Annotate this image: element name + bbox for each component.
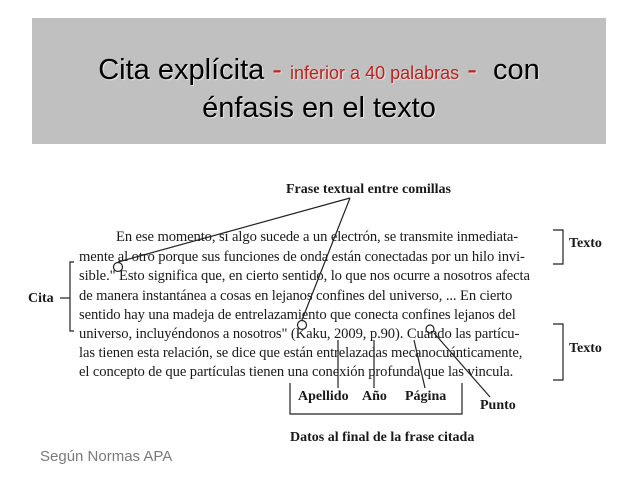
title-line-2: énfasis en el texto (202, 92, 436, 124)
label-frase-textual: Frase textual entre comillas (286, 182, 451, 197)
label-pagina: Página (405, 389, 447, 404)
punto-circle (426, 325, 434, 333)
label-cita: Cita (28, 291, 54, 306)
label-punto: Punto (480, 398, 516, 413)
texto-bracket-top (553, 230, 563, 264)
label-ano: Año (362, 389, 387, 404)
citation-data-bracket (290, 383, 462, 414)
texto-bracket-bottom (553, 324, 563, 380)
cita-bracket (70, 262, 74, 331)
open-quote-circle (114, 263, 123, 272)
label-apellido: Apellido (298, 389, 349, 404)
body-line-1: En ese momento, si algo sucede a un electrón, se transmite inmediata- (116, 229, 518, 245)
title-part1: Cita explícita (98, 54, 265, 86)
label-datos-final: Datos al final de la frase citada (290, 430, 475, 445)
pagina-pointer (414, 340, 425, 388)
body-line-8: el concepto de que partículas tienen una conexión profunda que las vincula. (79, 364, 514, 380)
label-texto-1: Texto (569, 236, 602, 251)
title-separator-2: - (459, 54, 485, 86)
body-line-2: mente al otro porque sus funciones de onda están conectadas por un hilo invi- (79, 249, 525, 265)
body-line-3: sible." Esto significa que, en cierto sentido, lo que nos ocurre a nosotros afecta (79, 268, 530, 284)
title-separator-1: - (264, 54, 291, 86)
title-subtitle: inferior a 40 palabras (290, 63, 460, 83)
body-line-7: las tienen esta relación, se dice que están entrelazadas mecanocuánticamente, (79, 345, 523, 361)
title-part2: con (492, 54, 540, 86)
callout-line-close-quote (302, 198, 350, 320)
callout-line-open-quote (118, 198, 350, 262)
close-quote-circle (298, 321, 307, 330)
body-line-4: de manera instantánea a cosas en lejanos confines del universo, ... En cierto (79, 288, 513, 304)
body-line-6: universo, incluyéndonos a nosotros" (Kaku, 2009, p.90). Cuando las partícu- (79, 326, 520, 342)
body-line-5: sentido hay una madeja de entrelazamiento que conecta confines lejanos del (79, 307, 516, 323)
label-texto-2: Texto (569, 341, 602, 356)
footer-note: Según Normas APA (40, 448, 173, 465)
